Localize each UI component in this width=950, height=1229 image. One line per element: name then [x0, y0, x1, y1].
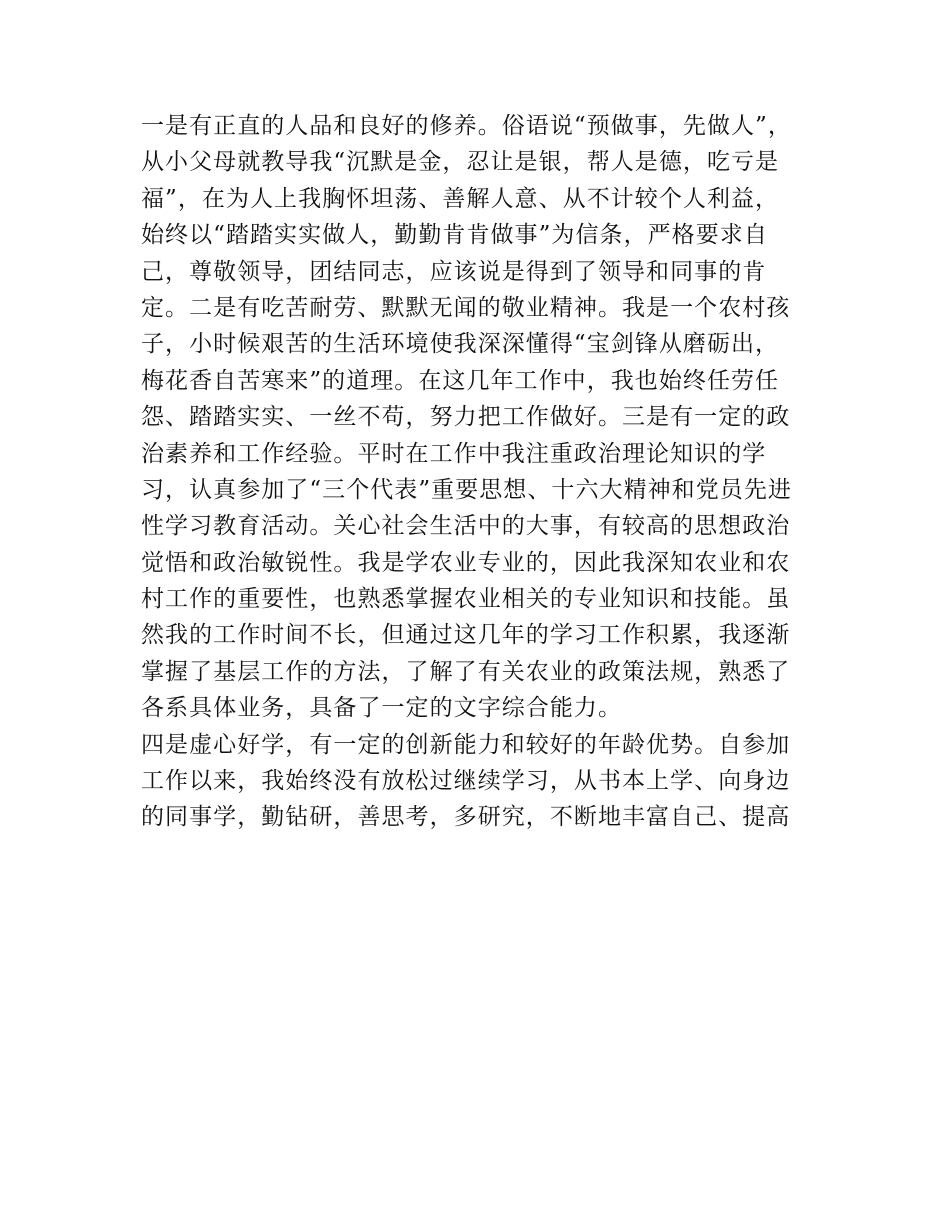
text-line: 然我的工作时间不长，但通过这几年的学习工作积累，我逐渐	[141, 622, 791, 649]
text-line: 性学习教育活动。关心社会生活中的大事，有较高的思想政治	[141, 513, 791, 540]
text-line: 从小父母就教导我“沉默是金，忍让是银，帮人是德，吃亏是	[141, 149, 780, 176]
text-line: 子，小时候艰苦的生活环境使我深深懂得“宝剑锋从磨砺出，	[141, 331, 780, 358]
text-line: 各系具体业务，具备了一定的文字综合能力。	[141, 695, 622, 722]
text-line: 工作以来，我始终没有放松过继续学习，从书本上学、向身边	[141, 768, 791, 795]
text-line: 福”，在为人上我胸怀坦荡、善解人意、从不计较个人利益，	[141, 185, 780, 212]
text-line: 掌握了基层工作的方法，了解了有关农业的政策法规，熟悉了	[141, 658, 791, 685]
text-line: 一是有正直的人品和良好的修养。俗语说“预做事，先做人”，	[141, 113, 792, 139]
text-line: 的同事学，勤钻研，善思考，多研究，不断地丰富自己、提高	[141, 804, 791, 831]
text-line: 治素养和工作经验。平时在工作中我注重政治理论知识的学	[141, 440, 767, 467]
text-line: 定。二是有吃苦耐劳、默默无闻的敬业精神。我是一个农村孩	[141, 294, 791, 321]
text-line: 觉悟和政治敏锐性。我是学农业专业的，因此我深知农业和农	[141, 549, 791, 576]
text-line: 怨、踏踏实实、一丝不苟，努力把工作做好。三是有一定的政	[141, 404, 791, 431]
text-line: 梅花香自苦寒来”的道理。在这几年工作中，我也始终任劳任	[141, 367, 780, 394]
text-line: 习，认真参加了“三个代表”重要思想、十六大精神和党员先进	[141, 476, 792, 503]
document-body	[141, 108, 811, 836]
text-line: 己，尊敬领导，团结同志，应该说是得到了领导和同事的肯	[141, 258, 767, 285]
text-line: 始终以“踏踏实实做人，勤勤肯肯做事”为信条，严格要求自	[141, 222, 768, 249]
text-line: 村工作的重要性，也熟悉掌握农业相关的专业知识和技能。虽	[141, 586, 791, 613]
text-line: 四是虚心好学，有一定的创新能力和较好的年龄优势。自参加	[141, 731, 791, 758]
